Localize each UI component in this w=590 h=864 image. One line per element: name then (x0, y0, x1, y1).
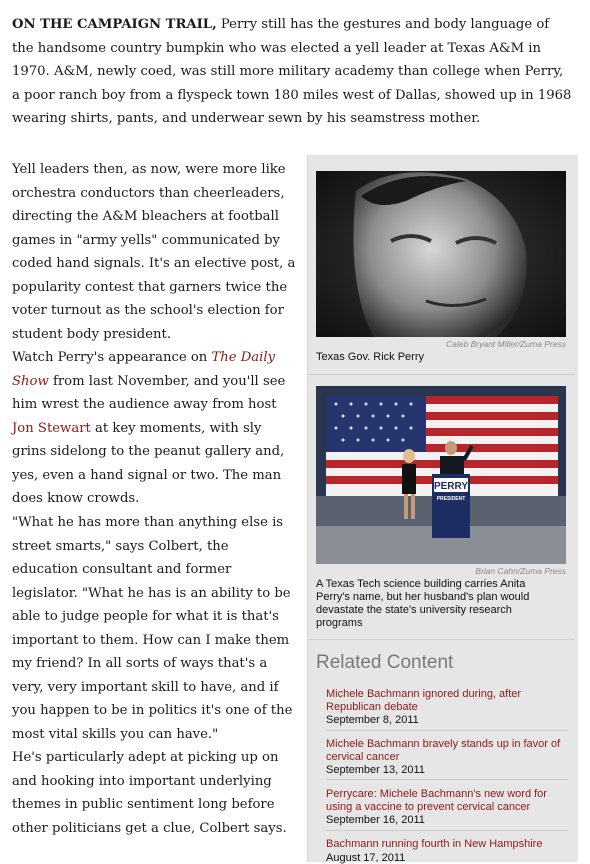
body-paragraph-3: "What he has more than anything else is street smarts," says Colbert, the education consultant and former legislator. "What he has is an ability to be able to judge people for what it is that's important to them. How can I make them my friend? In all sorts of ways that's a very, very important skill to have, and if you happen to be in politics it's one of the most vital skills you can have." (12, 511, 296, 746)
intro-paragraph (12, 13, 574, 131)
portrait-image (316, 171, 566, 337)
related-item[interactable] (326, 788, 568, 827)
related-content-title: Related Content (316, 652, 453, 674)
photo-caption-2: A Texas Tech science building carries Anita Perry's name, but her husband's plan would devastate the state's university research programs (316, 578, 541, 630)
sidebar-divider (309, 374, 575, 375)
podium-sub: PRESIDENT (437, 496, 466, 502)
body-paragraph-4: He's particularly adept at picking up on and hooking into important underlying themes in public sentiment long before other politicians get a clue, Colbert says. (12, 746, 296, 840)
daily-show-link[interactable]: The Daily Show (12, 350, 275, 389)
related-item[interactable] (326, 688, 568, 727)
p2-text-c: at key moments, with sly grins sidelong to the peanut gallery and, yes, even a hand signal or two. The man does know crowds. (12, 421, 284, 507)
related-item-link[interactable]: Perrycare: Michele Bachmann's new word for using a vaccine to prevent cervical cancer (326, 788, 568, 813)
related-separator (326, 830, 568, 831)
photo-credit-2: Brian Cahn/Zuma Press (316, 566, 566, 576)
jon-stewart-link[interactable]: Jon Stewart (12, 421, 91, 436)
intro-text: Perry still has the gestures and body language of the handsome country bumpkin who was elected a yell leader at Texas A&M in 1970. A&M, newly coed, was still more military academy than college when Perry, a poor ranch boy from a flyspeck town 180 miles west of Dallas, showed up in 1968 wearing shirts, pants, and underwear sewn by his seamstress mother. (12, 17, 571, 126)
podium-name: PERRY (434, 481, 468, 492)
photo-perry-podium (316, 386, 566, 564)
p2-text-b: from last November, and you'll see him wrest the audience away from host (12, 374, 285, 413)
related-item-date: September 13, 2011 (326, 764, 568, 777)
body-paragraph-1: Yell leaders then, as now, were more like orchestra conductors than cheerleaders, directing the A&M bleachers at football games in "army yells" communicated by coded hand signals. It's an elective post, a popularity contest that garners twice the voter turnout as the school's election for student body president. (12, 158, 296, 346)
photo-caption-1: Texas Gov. Rick Perry (316, 351, 541, 364)
photo-credit-1: Caleb Bryant Miller/Zuma Press (316, 339, 566, 349)
p2-text-a: Watch Perry's appearance on (12, 350, 211, 365)
related-item-date: September 8, 2011 (326, 714, 568, 727)
related-separator (326, 730, 568, 731)
related-item-link[interactable]: Michele Bachmann bravely stands up in favor of cervical cancer (326, 738, 568, 763)
body-paragraph-2 (12, 346, 296, 511)
photo-rick-perry (316, 171, 566, 337)
sidebar-divider (309, 639, 575, 640)
related-separator (326, 779, 568, 780)
intro-lead: ON THE CAMPAIGN TRAIL, (12, 17, 217, 32)
related-item-link[interactable]: Michele Bachmann ignored during, after Republican debate (326, 688, 568, 713)
related-item-date: August 17, 2011 (326, 852, 568, 864)
related-item[interactable] (326, 838, 568, 864)
related-item-date: September 16, 2011 (326, 814, 568, 827)
related-item[interactable] (326, 738, 568, 777)
flag-podium-image (316, 386, 566, 564)
related-item-link[interactable]: Bachmann running fourth in New Hampshire (326, 838, 568, 851)
